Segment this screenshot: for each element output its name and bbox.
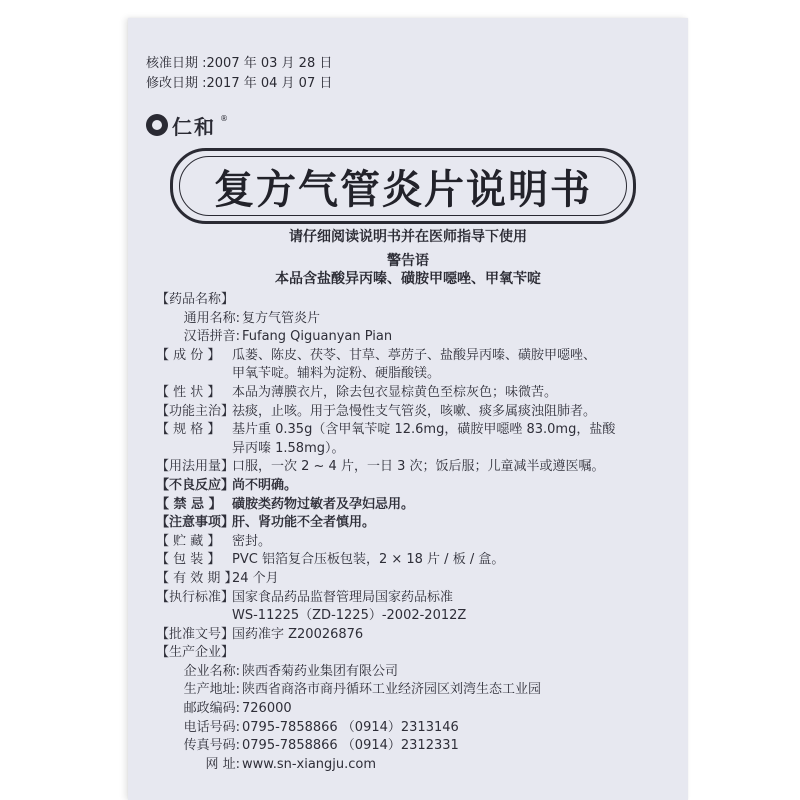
reading-notice: 请仔细阅读说明书并在医师指导下使用 [289, 229, 527, 245]
website-label: 网 址: [205, 756, 240, 772]
section-label: 【用法用量】 [156, 459, 235, 475]
pinyin-label: 汉语拼音: [183, 329, 240, 345]
section-label: 【生产企业】 [156, 645, 235, 661]
warning-title: 警告语 [387, 253, 429, 269]
adverse-value: 尚不明确。 [232, 477, 298, 493]
company-row [156, 663, 626, 682]
section-label: 【执行标准】 [156, 589, 235, 605]
ingredients-line-1: 瓜蒌、陈皮、茯苓、甘草、葶苈子、盐酸异丙嗪、磺胺甲噁唑、 [232, 347, 597, 363]
approval-date: 核准日期 :2007 年 03 月 28 日 [146, 56, 333, 71]
caution-value: 肝、肾功能不全者慎用。 [232, 515, 376, 531]
contra-value: 磺胺类药物过敏者及孕妇忌用。 [232, 496, 415, 512]
pinyin-row [156, 328, 626, 347]
section-label: 【 规 格 】 [156, 422, 221, 438]
phone-label: 电话号码: [183, 719, 240, 735]
section-label: 【药品名称】 [156, 292, 235, 307]
brand-name: 仁和 [172, 114, 216, 139]
postal-label: 邮政编码: [183, 701, 240, 717]
fax-value: 0795-7858866 （0914）2312331 [242, 738, 459, 754]
spec-line-1: 基片重 0.35g（含甲氧苄啶 12.6mg，磺胺甲噁唑 83.0mg，盐酸 [232, 422, 616, 438]
brand-logo [146, 112, 228, 138]
leaflet-body [156, 291, 626, 774]
document-title: 复方气管炎片说明书 [214, 165, 592, 213]
appearance-value: 本品为薄膜衣片，除去包衣显棕黄色至棕灰色；味微苦。 [232, 384, 558, 400]
warning-text: 本品含盐酸异丙嗪、磺胺甲噁唑、甲氧苄啶 [275, 271, 541, 287]
section-ingredients [156, 347, 626, 384]
generic-name-label: 通用名称: [183, 310, 240, 326]
address-label: 生产地址: [183, 682, 240, 698]
pinyin-value: Fufang Qiguanyan Pian [242, 329, 393, 345]
section-specification [156, 421, 626, 458]
approval-number-value: 国药准字 Z20026876 [232, 626, 364, 642]
section-label: 【批准文号】 [156, 626, 235, 642]
section-label: 【注意事项】 [156, 515, 235, 531]
indication-value: 祛痰，止咳。用于急慢性支气管炎，咳嗽、痰多属痰浊阻肺者。 [232, 403, 597, 419]
standard-line-1: 国家食品药品监督管理局国家药品标准 [232, 589, 454, 605]
section-standard [156, 589, 626, 626]
title-frame [170, 148, 636, 224]
section-label: 【 成 份 】 [156, 347, 221, 363]
section-adverse-reactions [156, 477, 626, 496]
website-row [156, 756, 626, 775]
validity-value: 24 个月 [232, 570, 279, 586]
dates-block [146, 54, 332, 94]
section-label: 【 性 状 】 [156, 384, 221, 400]
spec-line-2: 异丙嗪 1.58mg）。 [232, 440, 345, 456]
company-value: 陕西香菊药业集团有限公司 [242, 663, 399, 679]
section-storage [156, 533, 626, 552]
generic-name-value: 复方气管炎片 [242, 310, 321, 326]
section-label: 【 有 效 期 】 [156, 570, 238, 586]
section-manufacturer [156, 644, 626, 663]
dosage-value: 口服，一次 2 ~ 4 片，一日 3 次；饭后服；儿童减半或遵医嘱。 [232, 459, 605, 475]
phone-row [156, 719, 626, 738]
postal-row [156, 700, 626, 719]
phone-value: 0795-7858866 （0914）2313146 [242, 719, 459, 735]
postal-value: 726000 [242, 701, 292, 717]
section-label: 【 禁 忌 】 [156, 496, 222, 512]
section-label: 【功能主治】 [156, 403, 235, 419]
website-value: www.sn-xiangju.com [242, 756, 377, 772]
section-drug-name [156, 291, 626, 310]
section-dosage [156, 458, 626, 477]
company-label: 企业名称: [183, 663, 240, 679]
section-label: 【 贮 藏 】 [156, 533, 221, 549]
generic-name-row [156, 310, 626, 329]
storage-value: 密封。 [232, 533, 272, 549]
standard-line-2: WS-11225（ZD-1225）-2002-2012Z [232, 608, 467, 624]
address-value: 陕西省商洛市商丹循环工业经济园区刘湾生态工业园 [242, 682, 542, 698]
section-package [156, 551, 626, 570]
section-indication [156, 403, 626, 422]
revision-date: 修改日期 :2017 年 04 月 07 日 [146, 76, 333, 91]
section-approval-number [156, 626, 626, 645]
fax-label: 传真号码: [183, 738, 240, 754]
ingredients-line-2: 甲氧苄啶。辅料为淀粉、硬脂酸镁。 [232, 366, 441, 382]
section-validity [156, 570, 626, 589]
section-contraindications [156, 496, 626, 515]
section-label: 【不良反应】 [156, 477, 235, 493]
address-row [156, 681, 626, 700]
section-appearance [156, 384, 626, 403]
section-label: 【 包 装 】 [156, 552, 221, 568]
fax-row [156, 737, 626, 756]
brand-mark-icon [146, 114, 168, 136]
package-value: PVC 铝箔复合压板包装，2 × 18 片 / 板 / 盒。 [232, 552, 505, 568]
section-precautions [156, 514, 626, 533]
registered-mark: ® [220, 114, 228, 123]
